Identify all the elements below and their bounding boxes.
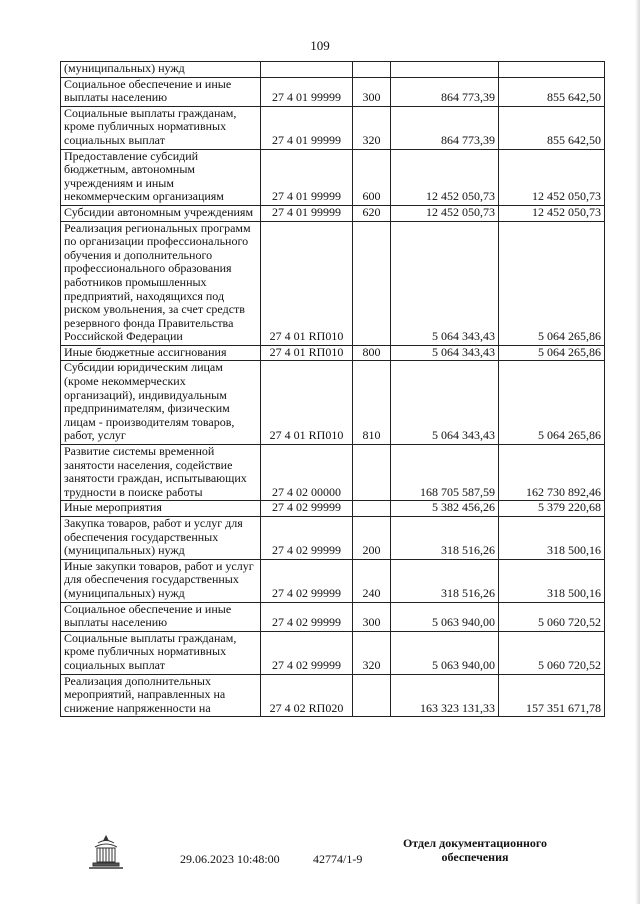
- row-name-cell: Социальные выплаты гражданам, кроме публичных нормативных социальных выплат: [61, 106, 261, 149]
- row-code-cell: 27 4 02 99999: [261, 559, 353, 602]
- row-sum1-cell: 864 773,39: [391, 106, 499, 149]
- row-name-cell: Реализация дополнительных мероприятий, направленных на снижение напряженности на: [61, 674, 261, 717]
- row-code-cell: 27 4 01 99999: [261, 77, 353, 106]
- row-sum2-cell: 12 452 050,73: [499, 205, 605, 221]
- row-sum1-cell: [391, 62, 499, 78]
- row-type-cell: 320: [353, 106, 391, 149]
- row-type-cell: 810: [353, 361, 391, 445]
- row-name-cell: Субсидии автономным учреждениям: [61, 205, 261, 221]
- table-row: [61, 77, 605, 106]
- row-sum2-cell: 12 452 050,73: [499, 149, 605, 205]
- table-row: [61, 361, 605, 445]
- table-row: [61, 205, 605, 221]
- row-name-cell: Иные мероприятия: [61, 501, 261, 517]
- row-sum2-cell: 162 730 892,46: [499, 445, 605, 501]
- footer-department-line2: обеспечения: [441, 850, 509, 864]
- row-name-cell: Развитие системы временной занятости населения, содействие занятости граждан, испытывающих трудности в поиске работы: [61, 445, 261, 501]
- row-name-cell: (муниципальных) нужд: [61, 62, 261, 78]
- table-row: [61, 149, 605, 205]
- page-number: 109: [310, 38, 330, 53]
- row-sum2-cell: 855 642,50: [499, 77, 605, 106]
- row-sum1-cell: 5 064 343,43: [391, 345, 499, 361]
- row-type-cell: 600: [353, 149, 391, 205]
- table-row: [61, 559, 605, 602]
- row-sum1-cell: 5 064 343,43: [391, 221, 499, 345]
- row-type-cell: 240: [353, 559, 391, 602]
- row-name-cell: Иные бюджетные ассигнования: [61, 345, 261, 361]
- row-name-cell: Социальное обеспечение и иные выплаты населению: [61, 77, 261, 106]
- row-code-cell: 27 4 01 RП010: [261, 361, 353, 445]
- row-sum2-cell: 5 064 265,86: [499, 221, 605, 345]
- row-code-cell: 27 4 02 RП020: [261, 674, 353, 717]
- row-type-cell: [353, 501, 391, 517]
- row-sum1-cell: 318 516,26: [391, 517, 499, 560]
- row-type-cell: 200: [353, 517, 391, 560]
- row-sum1-cell: 12 452 050,73: [391, 205, 499, 221]
- row-name-cell: Социальные выплаты гражданам, кроме публичных нормативных социальных выплат: [61, 631, 261, 674]
- row-sum1-cell: 168 705 587,59: [391, 445, 499, 501]
- row-code-cell: 27 4 02 00000: [261, 445, 353, 501]
- row-sum2-cell: 318 500,16: [499, 559, 605, 602]
- row-code-cell: 27 4 02 99999: [261, 501, 353, 517]
- row-sum2-cell: 318 500,16: [499, 517, 605, 560]
- row-type-cell: 320: [353, 631, 391, 674]
- row-name-cell: Субсидии юридическим лицам (кроме некоммерческих организаций), индивидуальным предпринимателям, физическим лицам - производителям товаров, работ, услуг: [61, 361, 261, 445]
- row-name-cell: Реализация региональных программ по организации профессионального обучения и дополнительного профессионального образования работников промышленных предприятий, находящихся под риском увольнения, за счет средств резервного фонда Правительства Российской Федерации: [61, 221, 261, 345]
- row-sum2-cell: 5 379 220,68: [499, 501, 605, 517]
- row-sum1-cell: 163 323 131,33: [391, 674, 499, 717]
- budget-table-body: [61, 62, 605, 717]
- row-name-cell: Предоставление субсидий бюджетным, автономным учреждениям и иным некоммерческим организациям: [61, 149, 261, 205]
- footer-department: [395, 836, 555, 864]
- row-sum2-cell: 5 060 720,52: [499, 602, 605, 631]
- row-type-cell: [353, 221, 391, 345]
- row-sum1-cell: 5 064 343,43: [391, 361, 499, 445]
- row-code-cell: 27 4 01 RП010: [261, 221, 353, 345]
- row-sum2-cell: 157 351 671,78: [499, 674, 605, 717]
- scan-edge-shadow: [635, 0, 640, 904]
- footer-doc-number: 42774/1-9: [313, 852, 363, 866]
- row-code-cell: 27 4 02 99999: [261, 602, 353, 631]
- row-code-cell: 27 4 02 99999: [261, 631, 353, 674]
- table-row: [61, 602, 605, 631]
- row-type-cell: [353, 674, 391, 717]
- table-row: [61, 345, 605, 361]
- table-row: [61, 221, 605, 345]
- row-code-cell: 27 4 01 RП010: [261, 345, 353, 361]
- row-type-cell: 300: [353, 602, 391, 631]
- footer-datetime: 29.06.2023 10:48:00: [180, 852, 280, 866]
- row-sum1-cell: 318 516,26: [391, 559, 499, 602]
- row-sum2-cell: 5 060 720,52: [499, 631, 605, 674]
- table-row: [61, 517, 605, 560]
- budget-table: [60, 61, 605, 717]
- row-sum1-cell: 5 063 940,00: [391, 602, 499, 631]
- row-code-cell: 27 4 01 99999: [261, 149, 353, 205]
- row-sum1-cell: 5 382 456,26: [391, 501, 499, 517]
- table-row: [61, 445, 605, 501]
- row-sum2-cell: [499, 62, 605, 78]
- table-row: [61, 106, 605, 149]
- row-type-cell: 800: [353, 345, 391, 361]
- row-type-cell: 620: [353, 205, 391, 221]
- table-row: [61, 501, 605, 517]
- footer-department-line1: Отдел документационного: [402, 836, 548, 850]
- row-type-cell: [353, 445, 391, 501]
- coat-of-arms-icon: [84, 833, 128, 871]
- row-sum1-cell: 12 452 050,73: [391, 149, 499, 205]
- row-code-cell: 27 4 02 99999: [261, 517, 353, 560]
- row-name-cell: Закупка товаров, работ и услуг для обеспечения государственных (муниципальных) нужд: [61, 517, 261, 560]
- table-row: [61, 62, 605, 78]
- row-sum2-cell: 5 064 265,86: [499, 345, 605, 361]
- row-name-cell: Иные закупки товаров, работ и услуг для обеспечения государственных (муниципальных) нужд: [61, 559, 261, 602]
- table-row: [61, 631, 605, 674]
- row-name-cell: Социальное обеспечение и иные выплаты населению: [61, 602, 261, 631]
- row-code-cell: [261, 62, 353, 78]
- row-sum1-cell: 5 063 940,00: [391, 631, 499, 674]
- row-sum1-cell: 864 773,39: [391, 77, 499, 106]
- row-code-cell: 27 4 01 99999: [261, 106, 353, 149]
- row-sum2-cell: 5 064 265,86: [499, 361, 605, 445]
- row-code-cell: 27 4 01 99999: [261, 205, 353, 221]
- row-type-cell: [353, 62, 391, 78]
- row-sum2-cell: 855 642,50: [499, 106, 605, 149]
- row-type-cell: 300: [353, 77, 391, 106]
- table-row: [61, 674, 605, 717]
